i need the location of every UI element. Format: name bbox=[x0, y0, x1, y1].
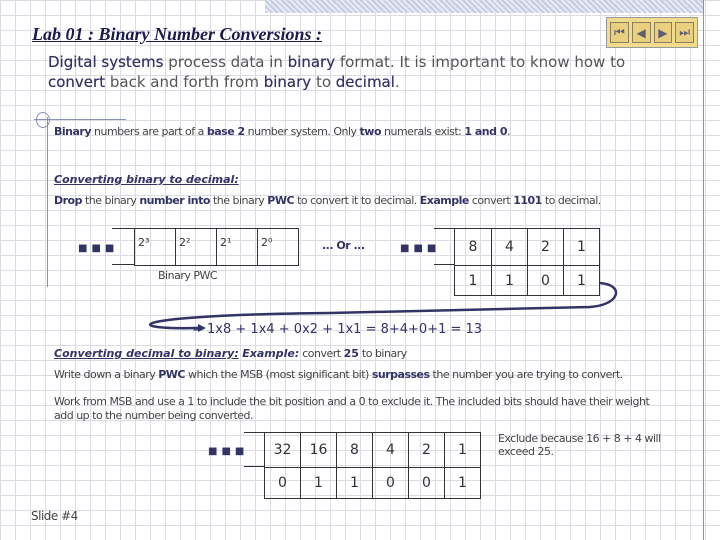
weights-lead bbox=[434, 228, 455, 265]
decimal-weights-table bbox=[264, 432, 481, 499]
section2-heading: Converting decimal to binary: Example: convert 25 to binary bbox=[54, 347, 407, 360]
pwc-table bbox=[134, 228, 299, 266]
next-slide-icon[interactable]: ▶ bbox=[654, 22, 673, 43]
slide-nav bbox=[606, 17, 698, 48]
first-slide-icon[interactable]: ⏮ bbox=[610, 22, 629, 43]
pwc-label: Binary PWC bbox=[158, 269, 218, 282]
ellipsis-dots: ■■■ bbox=[400, 243, 441, 254]
bit-cell: 1 bbox=[492, 266, 528, 296]
bit-cell: 0 bbox=[265, 468, 301, 499]
weight-cell: 1 bbox=[445, 433, 481, 468]
bit-cell: 1 bbox=[337, 468, 373, 499]
weight-cell: 32 bbox=[265, 433, 301, 468]
slide-title: Lab 01 : Binary Number Conversions : bbox=[32, 24, 323, 44]
pwc-cell: 2² bbox=[176, 229, 217, 266]
result-equation: = 1x8 + 1x4 + 0x2 + 1x1 = 8+4+0+1 = 13 bbox=[192, 322, 483, 337]
bit-cell: 1 bbox=[445, 468, 481, 499]
pwc-lead bbox=[112, 228, 135, 265]
pwc-cell: 2⁰ bbox=[258, 229, 299, 266]
slide-number: Slide #4 bbox=[31, 509, 78, 523]
weight-cell: 2 bbox=[409, 433, 445, 468]
bit-cell: 0 bbox=[409, 468, 445, 499]
pwc-cell: 2¹ bbox=[217, 229, 258, 266]
bit-cell: 0 bbox=[373, 468, 409, 499]
section2-work: Work from MSB and use a 1 to include the bit position and a 0 to exclude it. The included bits should have their weight add up to the number being converted. bbox=[54, 395, 650, 422]
weight-cell: 4 bbox=[373, 433, 409, 468]
bullet-circle-icon bbox=[36, 112, 50, 128]
bit-cell: 1 bbox=[455, 266, 492, 296]
weight-cell: 4 bbox=[492, 229, 528, 266]
section1-text: Drop the binary number into the binary PWC to convert it to decimal. Example convert 1101 to decimal. bbox=[54, 194, 601, 207]
prev-slide-icon[interactable]: ◀ bbox=[632, 22, 651, 43]
weight-cell: 2 bbox=[528, 229, 564, 266]
section1-heading: Converting binary to decimal: bbox=[54, 173, 239, 186]
ellipsis-dots: ■■■ bbox=[78, 243, 119, 254]
bit-cell: 0 bbox=[528, 266, 564, 296]
bullet-bar bbox=[47, 117, 48, 287]
weights2-lead bbox=[244, 432, 265, 467]
base-text: Binary numbers are part of a base 2 number system. Only two numerals exist: 1 and 0. bbox=[54, 125, 510, 138]
pwc-cell: 2³ bbox=[135, 229, 176, 266]
last-slide-icon[interactable]: ⏭ bbox=[675, 22, 694, 43]
ellipsis-dots: ■■■ bbox=[208, 446, 249, 457]
exclude-note: Exclude because 16 + 8 + 4 will exceed 25. bbox=[498, 432, 661, 458]
intro-text: Digital systems process data in binary format. It is important to know how to convert back and forth from binary to decimal. bbox=[48, 53, 626, 91]
weight-cell: 1 bbox=[564, 229, 600, 266]
section2-write: Write down a binary PWC which the MSB (most significant bit) surpasses the number you are trying to convert. bbox=[54, 368, 623, 381]
or-label: ... Or ... bbox=[322, 239, 365, 252]
header-band bbox=[265, 0, 703, 13]
weight-cell: 16 bbox=[301, 433, 337, 468]
weight-cell: 8 bbox=[337, 433, 373, 468]
weight-cell: 8 bbox=[455, 229, 492, 266]
bit-cell: 1 bbox=[564, 266, 600, 296]
divider bbox=[703, 0, 704, 540]
bit-cell: 1 bbox=[301, 468, 337, 499]
